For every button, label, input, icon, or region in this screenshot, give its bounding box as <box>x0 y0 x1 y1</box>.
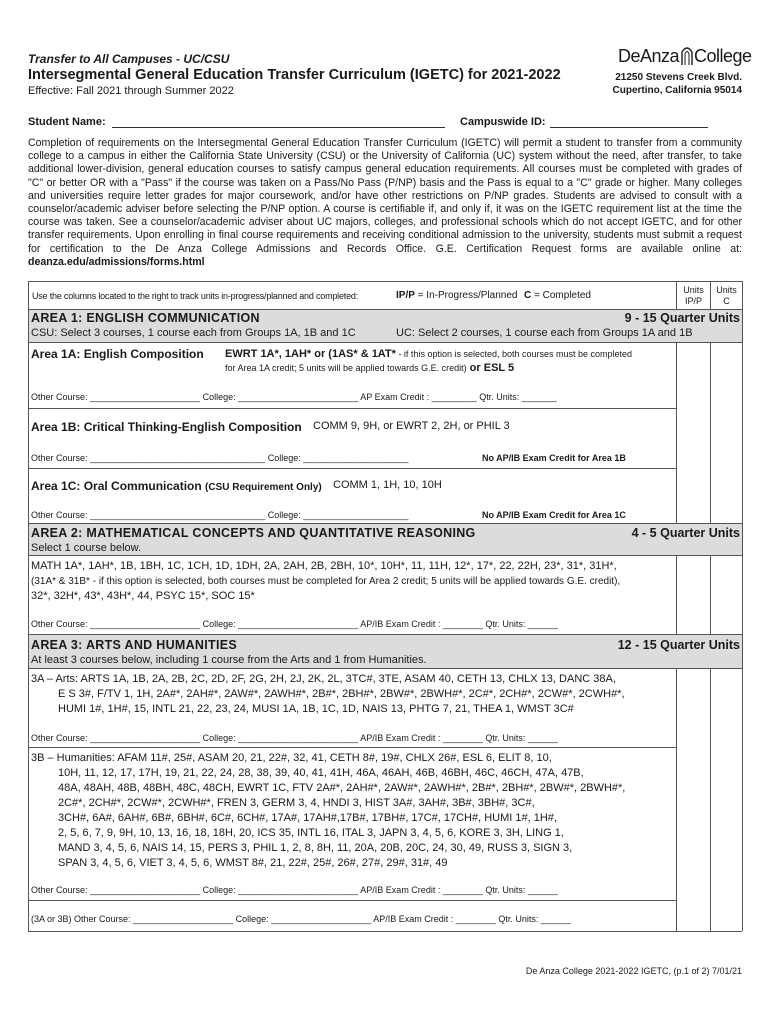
area1-units: 9 - 15 Quarter Units <box>624 311 740 325</box>
area1a-courses: EWRT 1A*, 1AH* or (1AS* & 1AT* - if this option is selected, both courses must be completed for Area 1A credit; 5 units will be applied towards G.E. credit) or ESL 5 <box>225 348 633 374</box>
legend-completed: C = Completed <box>524 290 591 301</box>
area3-title: AREA 3: ARTS AND HUMANITIES <box>31 638 238 652</box>
area3ab-other-course[interactable]: (3A or 3B) Other Course: ____________________ College: ____________________ AP/IB Exam Credit : ________ Qtr. Units: ______ <box>31 914 571 924</box>
area1b-no-ap: No AP/IB Exam Credit for Area 1B <box>482 453 626 463</box>
units-ipp-column <box>676 281 677 931</box>
area1b-other-course[interactable]: Other Course: ___________________________________ College: _____________________ <box>31 453 409 463</box>
area3a-other-course[interactable]: Other Course: ______________________ College: ________________________ AP/IB Exam Credit : ________ Qtr. Units: ______ <box>31 733 558 743</box>
area1c-label: Area 1C: Oral Communication (CSU Requirement Only) <box>31 479 322 493</box>
area1c-courses: COMM 1, 1H, 10, 10H <box>333 479 442 491</box>
student-name-field[interactable] <box>112 127 445 128</box>
address-line1: 21250 Stevens Creek Blvd. <box>615 72 742 83</box>
campus-id-field[interactable] <box>550 127 708 128</box>
units-c-header: Units C <box>716 285 737 306</box>
college-logo <box>618 44 752 68</box>
area2-units: 4 - 5 Quarter Units <box>631 526 740 540</box>
forms-link[interactable]: deanza.edu/admissions/forms.html <box>28 255 205 268</box>
units-c-column <box>710 281 711 931</box>
logo-text-left: DeAnza <box>618 46 680 66</box>
area3b-other-course[interactable]: Other Course: ______________________ College: ________________________ AP/IB Exam Credit : ________ Qtr. Units: ______ <box>31 885 558 895</box>
area3-select: At least 3 courses below, including 1 course from the Arts and 1 from Humanities. <box>31 654 427 666</box>
area3b-courses: 3B – Humanities: AFAM 11#, 25#, ASAM 20, 21, 22#, 32, 41, CETH 8#, 19#, CHLX 26#, ESL 6, ELIT 8, 10, 10H, 11, 12, 17, 17H, 19, 21, 22, 24, 28, 38, 39, 40, 41, 41H, 46A, 46AH, 46B, 46BH, 46C, 46CH, 47A, 47B, 48A, 48AH, 48B, 48BH, 48C, 48CH, EWRT 1C, FTV 2A#*, 2AH#*, 2AW#*, 2AWH#*, 2B#*, 2BH#*, 2BW#*, 2BWH#*, 2C#*, 2CH#*, 2CW#*, 2CWH#*, FREN 3, GERM 3, 4, HNDI 3, HIST 3A#, 3AH#, 3B#, 3BH#, 3C#, 3CH#, 6A#, 6AH#, 6B#, 6BH#, 6C#, 6CH#, 17A#, 17AH#,17B#, 17BH#, 17C#, 17CH#, HUMI 1#, 1H#, 2, 5, 6, 7, 9, 9H, 10, 13, 16, 18, 18H, 20, ICS 35, INTL 16, ITAL 3, JAPN 3, 4, 5, 6, KORE 3, 3H, LING 1, MAND 3, 4, 5, 6, NAIS 14, 15, PERS 3, PHIL 1, 2, 8, 8H, 11, 20A, 20B, 20C, 24, 30, 49, RUSS 3, SIGN 3, SPAN 3, 4, 5, 6, VIET 3, 4, 5, 6, WMST 8#, 21, 22#, 25#, 26#, 27#, 29#, 31#, 49 <box>31 752 626 869</box>
area1b-label: Area 1B: Critical Thinking-English Composition <box>31 420 302 434</box>
area1c-no-ap: No AP/IB Exam Credit for Area 1C <box>482 510 626 520</box>
area1c-other-course[interactable]: Other Course: ___________________________________ College: _____________________ <box>31 510 409 520</box>
area2-other-course[interactable]: Other Course: ______________________ College: ________________________ AP/IB Exam Credit : ________ Qtr. Units: ______ <box>31 619 558 629</box>
area2-select: Select 1 course below. <box>31 542 142 554</box>
intro-paragraph: Completion of requirements on the Intersegmental General Education Transfer Curriculum (IGETC) will permit a student to transfer from a community college to a campus in either the California State University (CSU) or the University of California (UC) system without the need, after transfer, to take additional lower-division, general education courses to satisfy campus general education requirements. All courses must be completed with grades of "C" or better OR with a "Pass" if the course was taken on a Pass/No Pass (P/NP) basis and the Pass is equal to a "C" grade or higher. Many colleges and universities require letter grades for major coursework, and/or have other restrictions on P/NP grades. Students are advised to consult with a counselor/academic adviser before selecting the P/NP option. A course is certifiable if, and only if, it was on the IGETC requirement list at the time the course was taken. See a counselor/academic adviser about UC majors, colleges, and professional schools which do not accept IGETC, and for other transfer requirements. Upon enrolling in final course requirements and receiving conditional admission to the university, students must submit a request for certification to the De Anza College Admissions and Records Office. G.E. Certification Request forms are available online at: deanza.edu/admissions/forms.html <box>28 137 742 268</box>
area1a-other-course[interactable]: Other Course: ______________________ College: ________________________ AP Exam Credit : _________ Qtr. Units: _______ <box>31 392 557 402</box>
area1a-label: Area 1A: English Composition <box>31 347 204 361</box>
area3a-courses: 3A – Arts: ARTS 1A, 1B, 2A, 2B, 2C, 2D, 2F, 2G, 2H, 2J, 2K, 2L, 3TC#, 3TE, ASAM 40, CETH 13, CHLX 13, DANC 38A, E S 3#, F/TV 1, 1H, 2A#*, 2AH#*, 2AW#*, 2AWH#*, 2B#*, 2BH#*, 2BW#*, 2BWH#*, 2C#*, 2CH#*, 2CW#*, 2CWH#*, HUMI 1#, 1H#, 15, INTL 21, 22, 23, 24, MUSI 1A, 1B, 1C, 1D, NAIS 13, PHTG 7, 21, THEA 1, WMST 3C# <box>31 673 625 715</box>
page-title: Intersegmental General Education Transfer Curriculum (IGETC) for 2021-2022 <box>28 67 561 83</box>
units-ipp-header: Units IP/P <box>683 285 704 306</box>
campus-id-label: Campuswide ID: <box>460 116 546 128</box>
student-name-label: Student Name: <box>28 116 106 128</box>
area2-title: AREA 2: MATHEMATICAL CONCEPTS AND QUANTITATIVE REASONING <box>31 526 476 540</box>
area2-courses: MATH 1A*, 1AH*, 1B, 1BH, 1C, 1CH, 1D, 1DH, 2A, 2AH, 2B, 2BH, 10*, 10H*, 11, 11H, 12*, 17*, 22, 22H, 23*, 31*, 31H*, (31A* & 31B* - if this option is selected, both courses must be completed for Area 2 credit; 5 units will be applied towards G.E. credit), 32*, 32H*, 43*, 43H*, 44, PSYC 15*, SOC 15* <box>31 560 621 602</box>
page-footer: De Anza College 2021-2022 IGETC, (p.1 of 2) 7/01/21 <box>525 966 742 976</box>
area3-units: 12 - 15 Quarter Units <box>617 638 740 652</box>
series-title: Transfer to All Campuses - UC/CSU <box>28 52 230 66</box>
logo-arch-icon <box>680 44 694 66</box>
legend-instruction: Use the columns located to the right to track units in-progress/planned and completed: <box>32 291 358 301</box>
legend-ipp: IP/P = In-Progress/Planned <box>396 290 518 301</box>
area1-csu-rule: CSU: Select 3 courses, 1 course each from Groups 1A, 1B and 1C <box>31 327 356 339</box>
effective-dates: Effective: Fall 2021 through Summer 2022 <box>28 85 234 97</box>
logo-text-right: College <box>694 46 752 66</box>
area1-title: AREA 1: ENGLISH COMMUNICATION <box>31 311 260 325</box>
area1-uc-rule: UC: Select 2 courses, 1 course each from Groups 1A and 1B <box>396 327 693 339</box>
address-line2: Cupertino, California 95014 <box>612 85 742 96</box>
area1b-courses: COMM 9, 9H, or EWRT 2, 2H, or PHIL 3 <box>313 420 510 432</box>
